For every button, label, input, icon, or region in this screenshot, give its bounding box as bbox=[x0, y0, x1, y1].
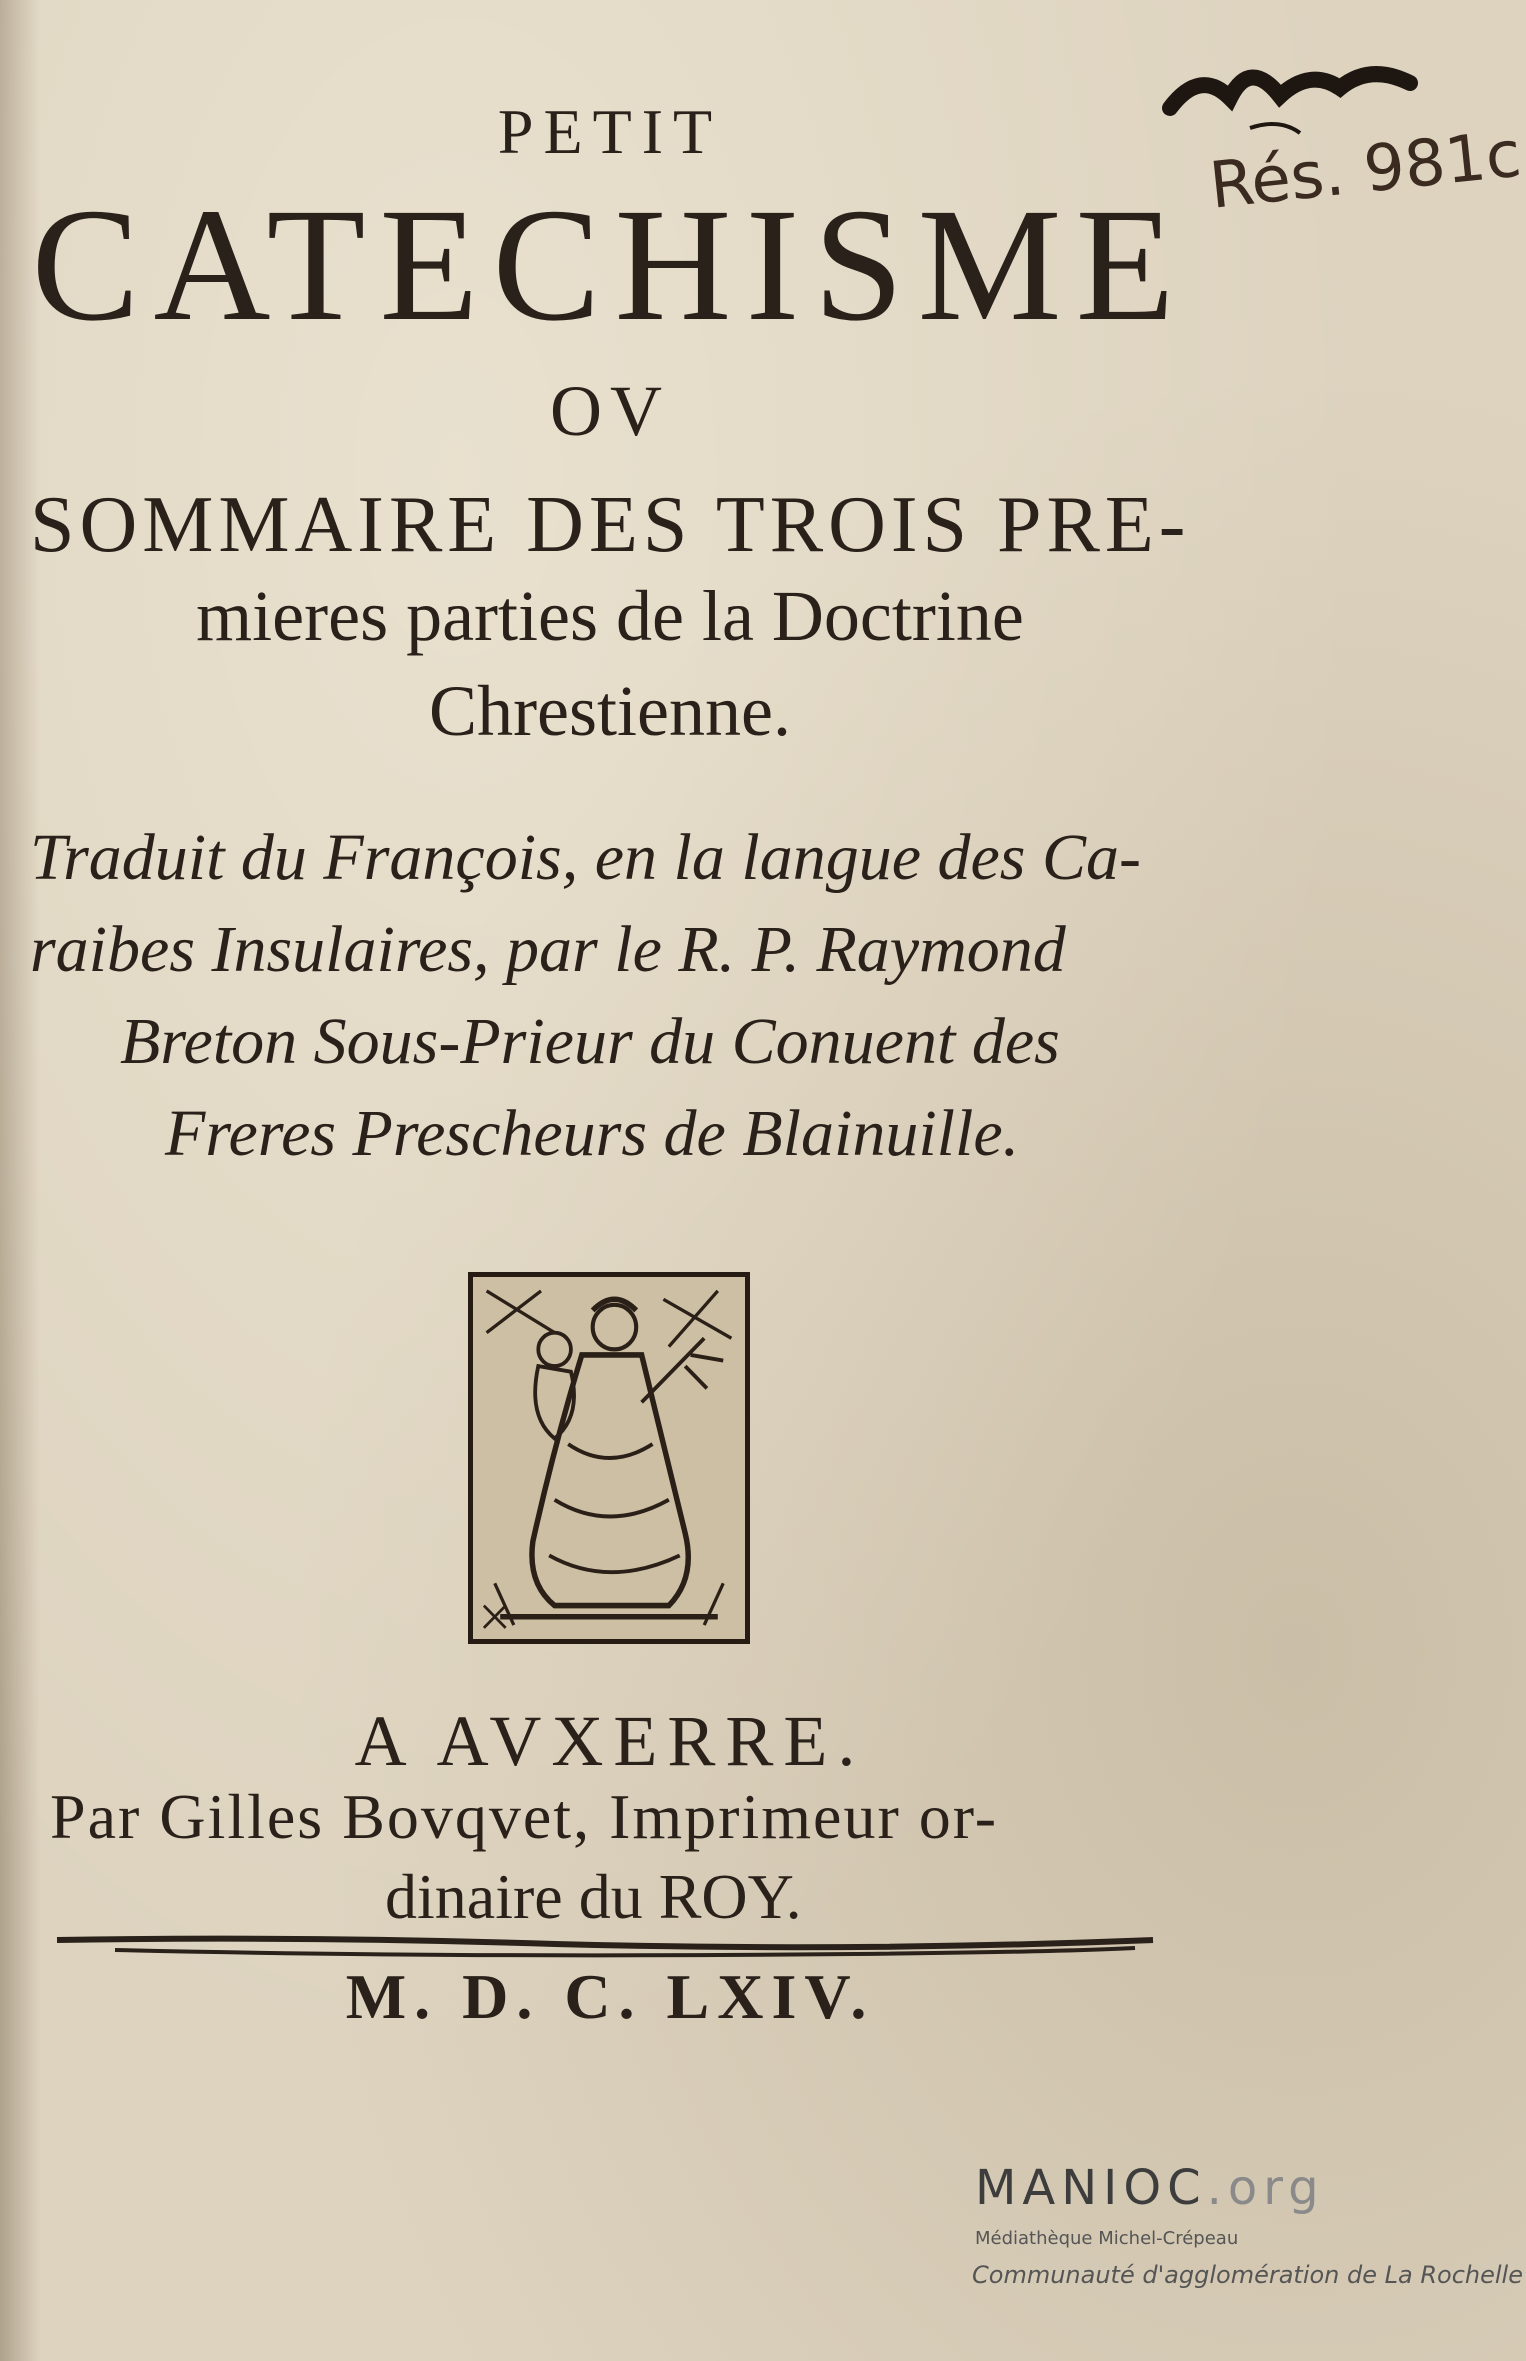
manioc-logo: MANIOC.org bbox=[975, 2160, 1325, 2216]
subtitle-line-3: Chrestienne. bbox=[429, 671, 791, 751]
translation-line-1: Traduit du François, en la langue des Ca- bbox=[30, 821, 1141, 894]
translation-line-4: Freres Prescheurs de Blainuille. bbox=[165, 1097, 1020, 1170]
imprint-city: A AVXERRE. bbox=[354, 1701, 866, 1781]
imprint-date: M. D. C. LXIV. bbox=[345, 1961, 875, 2032]
title-petit: PETIT bbox=[497, 96, 723, 167]
imprint-printer: Par Gilles Bovqvet, Imprimeur or- bbox=[50, 1781, 999, 1852]
title-catechisme: CATECHISME bbox=[31, 176, 1189, 355]
imprint-printer-continued: dinaire du ROY. bbox=[385, 1861, 802, 1932]
translation-line-3: Breton Sous-Prieur du Conuent des bbox=[120, 1005, 1060, 1078]
community-name: Communauté d'agglomération de La Rochelle bbox=[972, 2261, 1523, 2289]
subtitle-line-2: mieres parties de la Doctrine bbox=[196, 576, 1024, 656]
decorative-rule bbox=[55, 1930, 1155, 1964]
library-shelfmark: Rés. 981c bbox=[1206, 117, 1525, 224]
title-ov: OV bbox=[550, 371, 670, 451]
subtitle-line-1: SOMMAIRE DES TROIS PRE- bbox=[30, 481, 1191, 569]
library-name: Médiathèque Michel-Crépeau bbox=[975, 2228, 1239, 2249]
manioc-watermark bbox=[972, 2160, 1523, 2289]
translation-line-2: raibes Insulaires, par le R. P. Raymond bbox=[30, 913, 1066, 986]
virgin-and-child-woodcut-icon bbox=[468, 1272, 750, 1644]
